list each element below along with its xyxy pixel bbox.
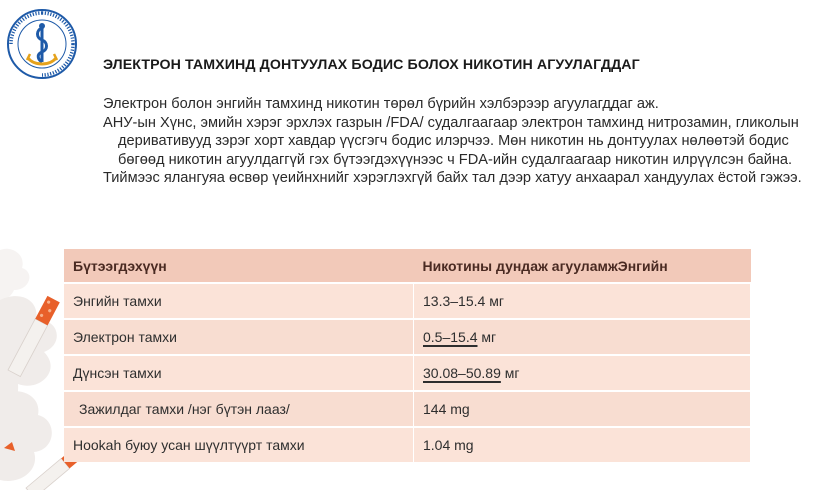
value-text: 13.3–15.4 [423, 293, 486, 309]
value-text: 1.04 mg [423, 437, 474, 453]
table-row [64, 319, 751, 355]
product-cell: Дүнсэн тамхи [64, 355, 414, 391]
organization-logo [6, 8, 78, 80]
unit-text: мг [489, 293, 504, 309]
unit-text: мг [481, 329, 497, 345]
value-text: 0.5–15.4 [423, 329, 478, 345]
paragraph: Электрон болон энгийн тамхинд никотин төрөл бүрийн хэлбэрээр агуулагддаг аж. [103, 96, 659, 112]
column-header-product: Бүтээгдэхүүн [64, 249, 414, 283]
value-cell [414, 427, 751, 462]
value-text: 30.08–50.89 [423, 365, 501, 381]
table-row [64, 355, 751, 391]
paragraph: АНУ-ын Хүнс, эмийн хэрэг эрхлэх газрын /FDA/ судалгаагаар электрон тамхинд нитрозамин, гликолын деривативууд зэрэг хорт хавдар үүсгэгч бодис илэрчээ. Мөн никотин нь донтуулах нөлөөтэй бодис бөгөөд никотин агуулдаггүй гэх бүтээгдэхүүнээс ч FDA-ийн судалгаагаар никотин илрүүлсэн байна. [103, 114, 799, 168]
value-cell [414, 391, 751, 427]
value-cell [414, 283, 751, 319]
page-title: ЭЛЕКТРОН ТАМХИНД ДОНТУУЛАХ БОДИС БОЛОХ НИКОТИН АГУУЛАГДДАГ [103, 57, 640, 73]
table-row [64, 283, 751, 319]
table-row [64, 427, 751, 462]
table-row [64, 391, 751, 427]
product-cell: Hookah буюу усан шүүлтүүрт тамхи [64, 427, 414, 462]
nicotine-table [64, 249, 751, 462]
table-header-row [64, 249, 751, 283]
product-cell: Энгийн тамхи [64, 283, 414, 319]
value-cell [414, 319, 751, 355]
value-text: 144 mg [423, 401, 470, 417]
column-header-nicotine: Никотины дундаж агууламжЭнгийн [414, 249, 751, 283]
body-text [103, 95, 818, 188]
paragraph: Тиймээс ялангуяа өсвөр үеийнхнийг хэрэглэхгүй байх тал дээр хатуу анхаарал хандуулах ёстой гэжээ. [103, 170, 802, 187]
value-cell [414, 355, 751, 391]
product-cell: Зажилдаг тамхи /нэг бүтэн лааз/ [64, 391, 414, 427]
product-cell: Электрон тамхи [64, 319, 414, 355]
unit-text: мг [504, 365, 520, 381]
